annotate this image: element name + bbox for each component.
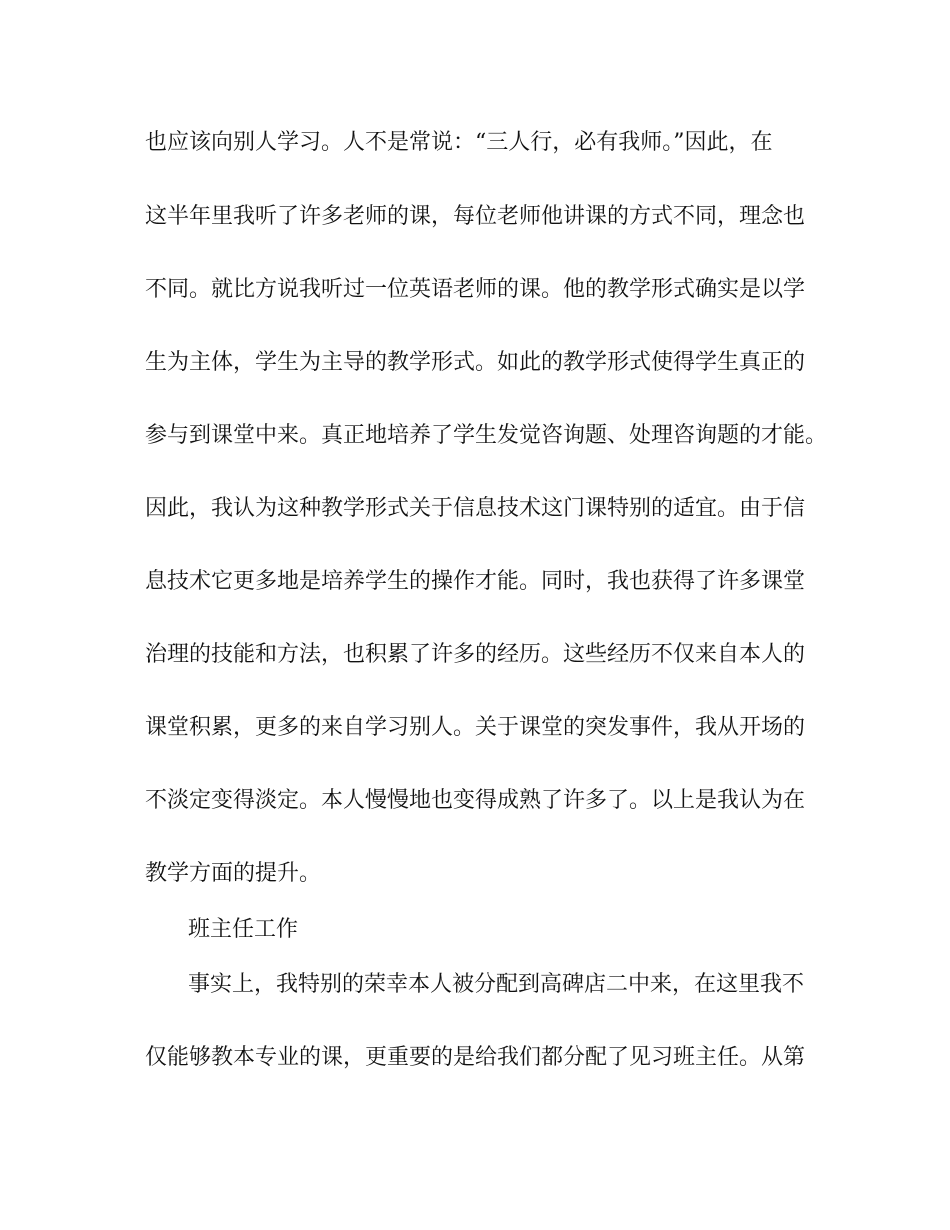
text-line: 这半年里我听了许多老师的课，每位老师他讲课的方式不同，理念也 [145,204,806,229]
text-line: 事实上，我特别的荣幸本人被分配到高碑店二中来，在这里我不 [188,972,805,997]
text-line: 生为主体，学生为主导的教学形式。如此的教学形式使得学生真正的 [145,350,806,375]
text-line: 也应该向别人学习。人不是常说：“三人行，必有我师。”因此，在 [145,130,773,155]
text-line: 不同。就比方说我听过一位英语老师的课。他的教学形式确实是以学 [145,277,806,302]
text-line: 课堂积累，更多的来自学习别人。关于课堂的突发事件，我从开场的 [145,715,806,740]
text-line: 不淡定变得淡定。本人慢慢地也变得成熟了许多了。以上是我认为在 [145,788,806,813]
text-line: 参与到课堂中来。真正地培养了学生发觉咨询题、处理咨询题的才能。 [145,423,828,448]
text-line: 治理的技能和方法，也积累了许多的经历。这些经历不仅来自本人的 [145,642,806,667]
text-line: 息技术它更多地是培养学生的操作才能。同时，我也获得了许多课堂 [145,569,806,594]
section-heading: 班主任工作 [188,917,299,942]
text-line: 仅能够教本专业的课，更重要的是给我们都分配了见习班主任。从第 [145,1045,806,1070]
text-line: 因此，我认为这种教学形式关于信息技术这门课特别的适宜。由于信 [145,496,806,521]
text-line: 教学方面的提升。 [145,861,322,886]
